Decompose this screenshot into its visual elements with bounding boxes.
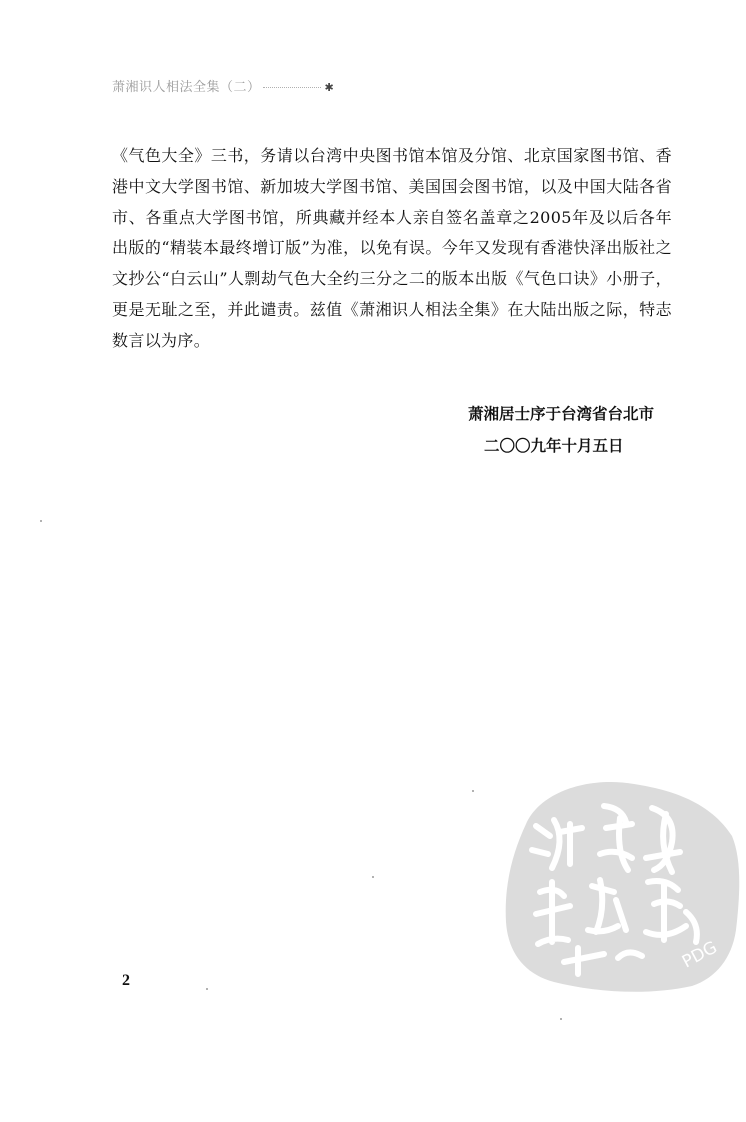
- scan-speck: [40, 520, 42, 522]
- running-header: [112, 76, 334, 95]
- pdg-seal-watermark-icon: [496, 762, 744, 994]
- signature-date: 二〇〇九年十月五日: [484, 437, 624, 455]
- page-number: 2: [122, 972, 130, 989]
- svg-text:PDG: PDG: [678, 937, 721, 973]
- preface-body: [112, 141, 672, 357]
- running-title: 萧湘识人相法全集（二）: [112, 80, 261, 95]
- signature-block: [468, 404, 678, 456]
- header-rule: [263, 87, 321, 88]
- scan-speck: [206, 988, 208, 990]
- signature-author: 萧湘居士序于台湾省台北市: [468, 405, 655, 423]
- scan-speck: [560, 1018, 562, 1020]
- scan-speck: [372, 876, 374, 878]
- preface-paragraph: 《气色大全》三书，务请以台湾中央图书馆本馆及分馆、北京国家图书馆、香港中文大学图书馆、新加坡大学图书馆、美国国会图书馆，以及中国大陆各省市、各重点大学图书馆，所典藏并经本人亲自签名盖章之2005年及以后各年出版的“精装本最终增订版”为准，以免有误。今年又发现有香港快泽出版社之文抄公“白云山”人剽劫气色大全约三分之二的版本出版《气色口诀》小册子，更是无耻之至，并此谴责。兹值《萧湘识人相法全集》在大陆出版之际，特志数言以为序。: [112, 146, 672, 350]
- header-ornament-icon: ✱: [324, 81, 335, 94]
- scan-speck: [472, 790, 474, 792]
